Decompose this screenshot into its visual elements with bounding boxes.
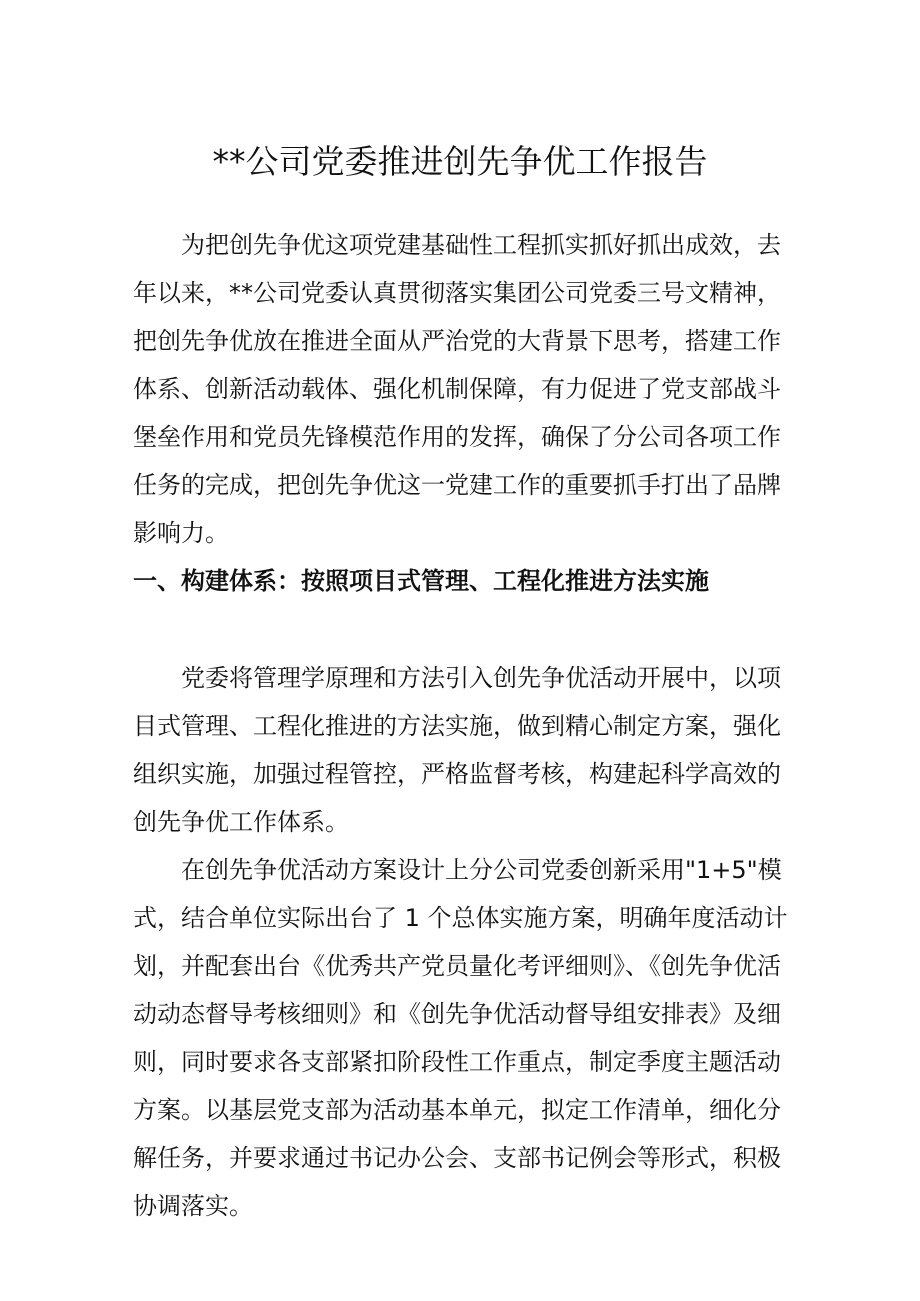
section-heading-1: 一、构建体系：按照项目式管理、工程化推进方法实施 — [133, 567, 709, 595]
body-paragraph-3: 在创先争优活动方案设计上分公司党委创新采用"1+5"模式，结合单位实际出台了 1 个总体实施方案，明确年度活动计划，并配套出台《优秀共产党员量化考评细则》、《创先争优活动动态督导考核细则》和《创先争优活动督导组安排表》及细则，同时要求各支部紧扣阶段性工作重点，制定季度主题活动方案。以基层党支部为活动基本单元，拟定工作清单，细化分解任务，并要求通过书记办公会、支部书记例会等形式，积极协调落实。 — [133, 856, 788, 1220]
document-title: **公司党委推进创先争优工作报告 — [212, 142, 708, 181]
body-paragraph-2: 党委将管理学原理和方法引入创先争优活动开展中，以项目式管理、工程化推进的方法实施，做到精心制定方案，强化组织实施，加强过程管控，严格监督考核，构建起科学高效的创先争优工作体系。 — [133, 664, 781, 836]
intro-paragraph: 为把创先争优这项党建基础性工程抓实抓好抓出成效，去年以来，**公司党委认真贯彻落实集团公司党委三号文精神，把创先争优放在推进全面从严治党的大背景下思考，搭建工作体系、创新活动载体、强化机制保障，有力促进了党支部战斗堡垒作用和党员先锋模范作用的发挥，确保了分公司各项工作任务的完成，把创先争优这一党建工作的重要抓手打出了品牌影响力。 — [133, 231, 781, 547]
